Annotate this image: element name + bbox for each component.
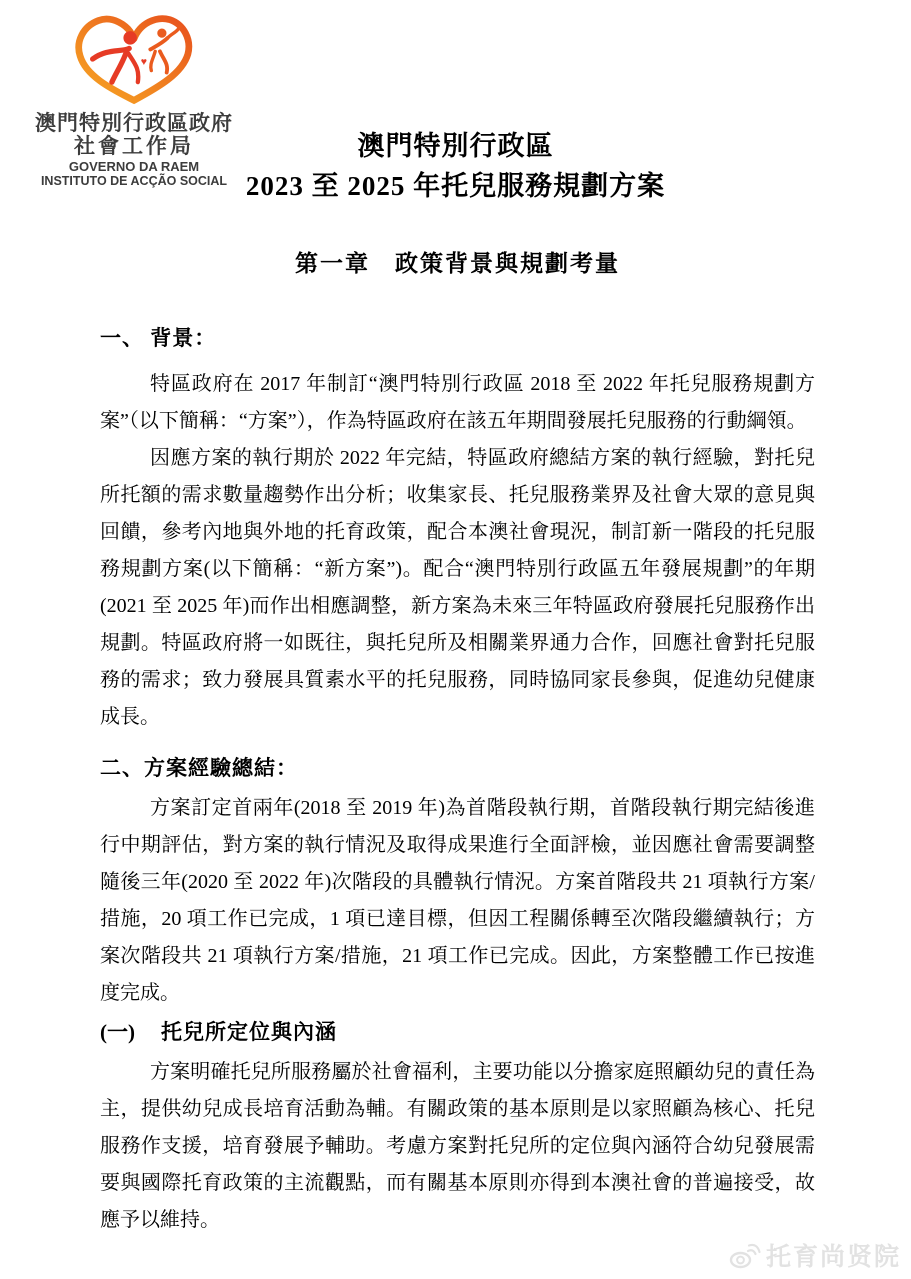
paragraph: 方案明確托兒所服務屬於社會福利，主要功能以分擔家庭照顧幼兒的責任為主，提供幼兒成長培育活動為輔。有關政策的基本原則是以家照顧為核心、托兒服務作支援，培育發展予輔助。考慮方案對托兒所的定位與內涵符合幼兒發展需要與國際托育政策的主流觀點，而有關基本原則亦得到本澳社會的普遍接受，故應予以維持。 — [100, 1061, 815, 1231]
paragraph: 方案訂定首兩年(2018 至 2019 年)為首階段執行期，首階段執行期完結後進行中期評估，對方案的執行情況及取得成果進行全面評檢，並因應社會需要調整隨後三年(2020 至 2022 年)次階段的具體執行情況。方案首階段共 21 項執行方案/措施，20 項工作已完成，1 項已達目標，但因工程關係轉至次階段繼續執行；方案次階段共 21 項執行方案/措施，21 項工作已完成。因此，方案整體工作已按進度完成。 — [100, 797, 815, 1004]
small-heart-icon: ♥ — [140, 55, 148, 68]
weibo-icon — [729, 1242, 761, 1269]
subsection-number: (一) — [100, 1020, 135, 1044]
org-name-zh-line2: 社會工作局 — [74, 135, 194, 158]
org-name-pt-line1: GOVERNO DA RAEM — [68, 159, 200, 174]
chapter-heading: 第一章 政策背景與規劃考量 — [295, 251, 620, 276]
section-heading-plan-summary: 二、方案經驗總結： — [100, 756, 298, 780]
paragraph: 特區政府在 2017 年制訂“澳門特別行政區 2018 至 2022 年托兒服務規劃方案”（以下簡稱：“方案”），作為特區政府在該五年期間發展托兒服務的行動綱領。 — [100, 373, 815, 432]
document-title-line1: 澳門特別行政區 — [357, 131, 554, 161]
watermark — [729, 1237, 901, 1273]
watermark-text: 托育尚贤院 — [765, 1243, 901, 1271]
social-welfare-bureau-heart-logo-icon — [68, 10, 200, 110]
org-name-zh-line1: 澳門特別行政區政府 — [35, 112, 233, 135]
paragraph: 因應方案的執行期於 2022 年完結，特區政府總結方案的執行經驗，對托兒所托額的需求數量趨勢作出分析；收集家長、托兒服務業界及社會大眾的意見與回饋，參考內地與外地的托育政策，配合本澳社會現況，制訂新一階段的托兒服務規劃方案(以下簡稱：“新方案”)。配合“澳門特別行政區五年發展規劃”的年期(2021 至 2025 年)而作出相應調整，新方案為未來三年特區政府發展托兒服務作出規劃。特區政府將一如既往，與托兒所及相關業界通力合作，回應社會對托兒服務的需求；致力發展具質素水平的托兒服務，同時協同家長參與，促進幼兒健康成長。 — [100, 447, 815, 728]
document-title-line2: 2023 至 2025 年托兒服務規劃方案 — [245, 171, 666, 201]
org-name-pt-line2: INSTITUTO DE ACÇÃO SOCIAL — [40, 174, 228, 188]
issuer-logo-block — [24, 10, 244, 188]
section-heading-background: 一、 背景： — [100, 326, 217, 350]
subsection-heading-creche-positioning — [100, 1018, 815, 1046]
subsection-title: 托兒所定位與內涵 — [161, 1020, 337, 1044]
